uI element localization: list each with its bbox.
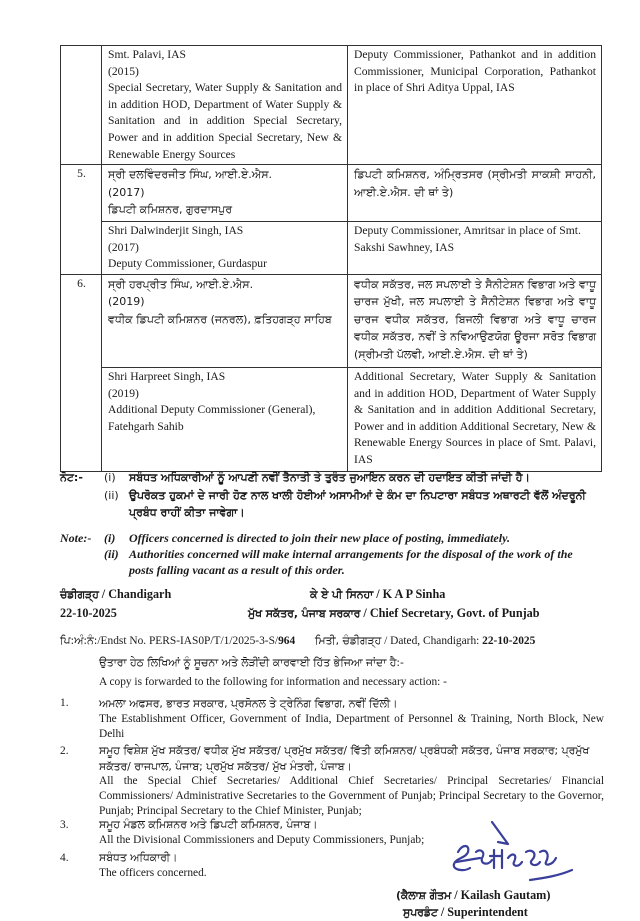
table-row	[61, 165, 602, 222]
officer-cell-pa	[102, 165, 348, 222]
posting-table	[60, 45, 602, 472]
row-number: 6.	[61, 274, 102, 471]
officer-name: ਸ੍ਰੀ ਹਰਪ੍ਰੀਤ ਸਿੰਘ, ਆਈ.ਏ.ਐਸ.	[108, 277, 254, 291]
order-date: 22-10-2025	[60, 606, 117, 620]
handwritten-signature	[440, 818, 580, 886]
officer-current-post: Special Secretary, Water Supply & Sanitation and in addition HOD, Department of Water Supply & Sanitation and in addition Special Secretary, Power and in addition Special Secretary, New & Renewable Energy Sources	[108, 81, 342, 161]
officer-cell-pa	[102, 274, 348, 367]
officer-cell-en	[102, 222, 348, 275]
officer-name: ਸ੍ਰੀ ਦਲਵਿੰਦਰਜੀਤ ਸਿੰਘ, ਆਈ.ਏ.ਐਸ.	[108, 168, 273, 182]
officer-batch: (2017)	[108, 185, 145, 199]
endorsement-line: ਪਿ:ਅੰ:ਨੰ:/Endst No. PERS-IAS0P/T/1/2025-3-S/964 ਮਿਤੀ, ਚੰਡੀਗੜ੍ਹ / Dated, Chandigarh: 22-10-2025	[60, 634, 536, 647]
note-en-2: (ii) Authorities concerned will make internal arrangements for the disposal of the work of the posts falling vacant as a result of this order.	[104, 547, 573, 577]
row-number: 5.	[61, 165, 102, 275]
posting-cell-en: Deputy Commissioner, Amritsar in place of Smt. Sakshi Sawhney, IAS	[348, 222, 602, 275]
posting-cell-pa: ਵਧੀਕ ਸਕੱਤਰ, ਜਲ ਸਪਲਾਈ ਤੇ ਸੈਨੀਟੇਸ਼ਨ ਵਿਭਾਗ ਅਤੇ ਵਾਧੂ ਚਾਰਜ ਮੁੱਖੀ, ਜਲ ਸਪਲਾਈ ਤੇ ਸੈਨੀਟੇਸ਼ਨ ਵਿਭਾਗ ਅਤੇ ਵਾਧੂ ਚਾਰਜ ਵਧੀਕ ਸਕੱਤਰ, ਬਿਜਲੀ ਵਿਭਾਗ ਅਤੇ ਵਾਧੂ ਚਾਰਜ ਵਧੀਕ ਸਕੱਤਰ, ਨਵੀਂ ਤੇ ਨਵਿਆਉਣਯੋਗ ਊਰਜਾ ਸਰੋਤ ਵਿਭਾਗ (ਸ੍ਰੀਮਤੀ ਪੱਲਵੀ, ਆਈ.ਏ.ਐਸ. ਦੀ ਥਾਂ ਤੇ)	[348, 274, 602, 367]
note-en-1: Note:- (i) Officers concerned is directed to join their new place of posting, immediately.	[60, 531, 510, 545]
forwarding-en: A copy is forwarded to the following for information and necessary action: -	[99, 676, 447, 688]
table-row	[61, 367, 602, 471]
table-row	[61, 274, 602, 367]
signer-designation: ਮੁੱਖ ਸਕੱਤਰ, ਪੰਜਾਬ ਸਰਕਾਰ / Chief Secretary, Govt. of Punjab	[248, 606, 540, 620]
officer-batch: (2017)	[108, 240, 139, 254]
table-row	[61, 46, 602, 165]
officer-batch: (2019)	[108, 386, 139, 400]
officer-name: Shri Dalwinderjit Singh, IAS	[108, 224, 244, 238]
officer-current-post: Additional Deputy Commissioner (General), Fatehgarh Sahib	[108, 403, 316, 433]
note-pa-2: (ii) ਉਪਰੋਕਤ ਹੁਕਮਾਂ ਦੇ ਜਾਰੀ ਹੋਣ ਨਾਲ ਖਾਲੀ ਹੋਈਆਂ ਅਸਾਮੀਆਂ ਦੇ ਕੰਮ ਦਾ ਨਿਪਟਾਰਾ ਸਬੰਧਤ ਅਥਾਰਟੀ ਵੱਲੋਂ ਅੰਦਰੂਨੀ ਪ੍ਰਬੰਧ ਰਾਹੀਂ ਕੀਤਾ ਜਾਵੇਗਾ।	[104, 489, 586, 519]
forwarding-pa: ਉਤਾਰਾ ਹੇਠ ਲਿਖਿਆਂ ਨੂੰ ਸੂਚਨਾ ਅਤੇ ਲੋੜੀਂਦੀ ਕਾਰਵਾਈ ਹਿੱਤ ਭੇਜਿਆ ਜਾਂਦਾ ਹੈ:-	[99, 656, 404, 669]
officer-batch: (2019)	[108, 295, 145, 309]
officer-cell-en	[102, 367, 348, 471]
officer-cell-en	[102, 46, 348, 165]
row-number	[61, 46, 102, 165]
officer-current-post: ਵਧੀਕ ਡਿਪਟੀ ਕਮਿਸ਼ਨਰ (ਜਨਰਲ), ਫ਼ਤਿਹਗੜ੍ਹ ਸਾਹਿਬ	[108, 312, 332, 326]
superintendent-name: (ਕੈਲਾਸ਼ ਗੌਤਮ / Kailash Gautam)	[396, 888, 551, 902]
officer-batch: (2015)	[108, 64, 139, 78]
posting-cell-pa: ਡਿਪਟੀ ਕਮਿਸ਼ਨਰ, ਅੰਮ੍ਰਿਤਸਰ (ਸ੍ਰੀਮਤੀ ਸਾਕਸ਼ੀ ਸਾਹਨੀ, ਆਈ.ਏ.ਐਸ. ਦੀ ਥਾਂ ਤੇ)	[348, 165, 602, 222]
superintendent-title: ਸੁਪਰਡੰਟ / Superintendent	[403, 905, 528, 919]
officer-name: Shri Harpreet Singh, IAS	[108, 369, 226, 383]
signer-name: ਕੇ ਏ ਪੀ ਸਿਨਹਾ / K A P Sinha	[310, 587, 446, 601]
officer-current-post: ਡਿਪਟੀ ਕਮਿਸ਼ਨਰ, ਗੁਰਦਾਸਪੁਰ	[108, 203, 233, 217]
note-pa-1: ਨੋਟ:- (i) ਸਬੰਧਤ ਅਧਿਕਾਰੀਆਂ ਨੂੰ ਆਪਣੀ ਨਵੀਂ ਤੈਨਾਤੀ ਤੇ ਤੁਰੰਤ ਜੁਆਇਨ ਕਰਨ ਦੀ ਹਦਾਇਤ ਕੀਤੀ ਜਾਂਦੀ ਹੈ।	[60, 471, 530, 484]
place: ਚੰਡੀਗੜ੍ਹ / Chandigarh	[60, 587, 172, 601]
posting-cell-en: Additional Secretary, Water Supply & Sanitation and in addition HOD, Department of Water Supply & Sanitation and in addition Additional Secretary, Power and in addition Additional Secretary, New & Renewable Energy Sources in place of Smt. Palavi, IAS	[348, 367, 602, 471]
note-label-en: Note:-	[60, 531, 92, 545]
officer-current-post: Deputy Commissioner, Gurdaspur	[108, 257, 267, 271]
document-page: Smt. Palavi, IAS (2015) Special Secretary, Water Supply & Sanitation and in addition HOD, Department of Water Supply & Sanitation and in addition Special Secretary, Power and in addition Special Secretary, New & Renewable Energy Sources Deputy Commissioner, Pathankot and in addition Commissioner, Municipal Corporation, Pathankot in place of Shri Aditya Uppal, IAS 5. ਸ੍ਰੀ ਦਲਵਿੰਦਰਜੀਤ ਸਿੰਘ, ਆਈ.ਏ.ਐਸ. (2017) ਡਿਪਟੀ ਕਮਿਸ਼ਨਰ, ਗੁਰਦਾਸਪੁਰ ਡਿਪਟੀ ਕਮਿਸ਼ਨਰ, ਅੰਮ੍ਰਿਤਸਰ (ਸ੍ਰੀਮਤੀ ਸਾਕਸ਼ੀ ਸਾਹਨੀ, ਆਈ.ਏ.ਐਸ. ਦੀ ਥਾਂ ਤੇ) Shri Dalwinderjit Singh, IAS (2017) Deputy Commissioner, Gurdaspur Deputy Commissioner, Amritsar in place of Smt. Sakshi Sawhney, IAS 6. ਸ੍ਰੀ ਹਰਪ੍ਰੀਤ ਸਿੰਘ, ਆਈ.ਏ.ਐਸ. (2019) ਵਧੀਕ ਡਿਪਟੀ ਕਮਿਸ਼ਨਰ (ਜਨਰਲ), ਫ਼ਤਿਹਗੜ੍ਹ ਸਾਹਿਬ ਵਧੀਕ ਸਕੱਤਰ, ਜਲ ਸਪਲਾਈ ਤੇ ਸੈਨੀਟੇਸ਼ਨ ਵਿਭਾਗ ਅਤੇ ਵਾਧੂ ਚਾਰਜ ਮੁੱਖੀ, ਜਲ ਸਪਲਾਈ ਤੇ ਸੈਨੀਟੇਸ਼ਨ ਵਿਭਾਗ ਅਤੇ ਵਾਧੂ ਚਾਰਜ ਵਧੀਕ ਸਕੱਤਰ, ਬਿਜਲੀ ਵਿਭਾਗ ਅਤੇ ਵਾਧੂ ਚਾਰਜ ਵਧੀਕ ਸਕੱਤਰ, ਨਵੀਂ ਤੇ ਨਵਿਆਉਣਯੋਗ ਊਰਜਾ ਸਰੋਤ ਵਿਭਾਗ (ਸ੍ਰੀਮਤੀ ਪੱਲਵੀ, ਆਈ.ਏ.ਐਸ. ਦੀ ਥਾਂ ਤੇ) Shri Harpreet Singh, IAS (2019) Additional Deputy Commissioner (General), Fatehgarh Sahib Additional Secretary, Water Supply & Sanitation and in addition HOD, Department of Water Supply & Sanitation and in addition Additional Secretary, Power and in addition Additional Secretary, New & Renewable Energy Sources in place of Smt. Palavi, IAS ਨੋਟ:- (i) ਸਬੰਧਤ ਅਧਿਕਾਰੀਆਂ ਨੂੰ ਆਪਣੀ ਨਵੀਂ ਤੈਨਾਤੀ ਤੇ ਤੁਰੰਤ ਜੁਆਇਨ ਕਰਨ ਦੀ ਹਦਾਇਤ ਕੀਤੀ ਜਾਂਦੀ ਹੈ। (ii) ਉਪਰੋਕਤ ਹੁਕਮਾਂ ਦੇ ਜਾਰੀ ਹੋਣ ਨਾਲ ਖਾਲੀ ਹੋਈਆਂ ਅਸਾਮੀਆਂ ਦੇ ਕੰਮ ਦਾ ਨਿਪਟਾਰਾ ਸਬੰਧਤ ਅਥਾਰਟੀ ਵੱਲੋਂ ਅੰਦਰੂਨੀ ਪ੍ਰਬੰਧ ਰਾਹੀਂ ਕੀਤਾ ਜਾਵੇਗਾ। Note:- (i) Officers concerned is directed to join their new place of posting, immediately. (ii) Authorities concerned will make internal arrangements for the disposal of the work of the posts falling vacant as a result of this order. ਚੰਡੀਗੜ੍ਹ / Chandigarh 22-10-2025 ਕੇ ਏ ਪੀ ਸਿਨਹਾ / K A P Sinha ਮੁੱਖ ਸਕੱਤਰ, ਪੰਜਾਬ ਸਰਕਾਰ / Chief Secretary, Govt. of Punjab ਪਿ:ਅੰ:ਨੰ:/Endst No. PERS-IAS0P/T/1/2025-3-S/964 ਮਿਤੀ, ਚੰਡੀਗੜ੍ਹ / Dated, Chandigarh: 22-10-2025 ਉਤਾਰਾ ਹੇਠ ਲਿਖਿਆਂ ਨੂੰ ਸੂਚਨਾ ਅਤੇ ਲੋੜੀਂਦੀ ਕਾਰਵਾਈ ਹਿੱਤ ਭੇਜਿਆ ਜਾਂਦਾ ਹੈ:- A copy is forwarded to the following for information and necessary action: - 1. ਅਮਲਾ ਅਫਸਰ, ਭਾਰਤ ਸਰਕਾਰ, ਪ੍ਰਸੋਨਲ ਤੇ ਟ੍ਰੇਨਿੰਗ ਵਿਭਾਗ, ਨਵੀਂ ਦਿੱਲੀ। The Establishment Officer, Government of India, Department of Personnel & Training, North Block, New Delhi 2. ਸਮੂਹ ਵਿਸ਼ੇਸ਼ ਮੁੱਖ ਸਕੱਤਰ/ ਵਧੀਕ ਮੁੱਖ ਸਕੱਤਰ/ ਪ੍ਰਮੁੱਖ ਸਕੱਤਰ/ ਵਿੱਤੀ ਕਮਿਸ਼ਨਰ/ ਪ੍ਰਬੰਧਕੀ ਸਕੱਤਰ, ਪੰਜਾਬ ਸਰਕਾਰ; ਪ੍ਰਮੁੱਖ ਸਕੱਤਰ/ ਰਾਜਪਾਲ, ਪੰਜਾਬ; ਪ੍ਰਮੁੱਖ ਸਕੱਤਰ/ ਮੁੱਖ ਮੰਤਰੀ, ਪੰਜਾਬ। All the Special Chief Secretaries/ Additional Chief Secretaries/ Principal Secretaries/ Financial Commissioners/ Administrative Secretaries to the Government of Punjab; Principal Secretary to the Governor, Punjab; Principal Secretary to the Chief Minister, Punjab; 3. ਸਮੂਹ ਮੰਡਲ ਕਮਿਸ਼ਨਰ ਅਤੇ ਡਿਪਟੀ ਕਮਿਸ਼ਨਰ, ਪੰਜਾਬ। All the Divisional Commissioners and Deputy Commissioners, Punjab; 4. ਸਬੰਧਤ ਅਧਿਕਾਰੀ। The officers concerned. (ਕੈਲਾਸ਼ ਗੌਤਮ / Kailash Gautam) ਸੁਪਰਡੰਟ / Superintendent	[0, 0, 640, 921]
table-row	[61, 222, 602, 275]
officer-name: Smt. Palavi, IAS	[108, 48, 186, 61]
posting-cell-en: Deputy Commissioner, Pathankot and in addition Commissioner, Municipal Corporation, Pathankot in place of Shri Aditya Uppal, IAS	[348, 46, 602, 165]
note-label-pa: ਨੋਟ:-	[60, 471, 83, 484]
